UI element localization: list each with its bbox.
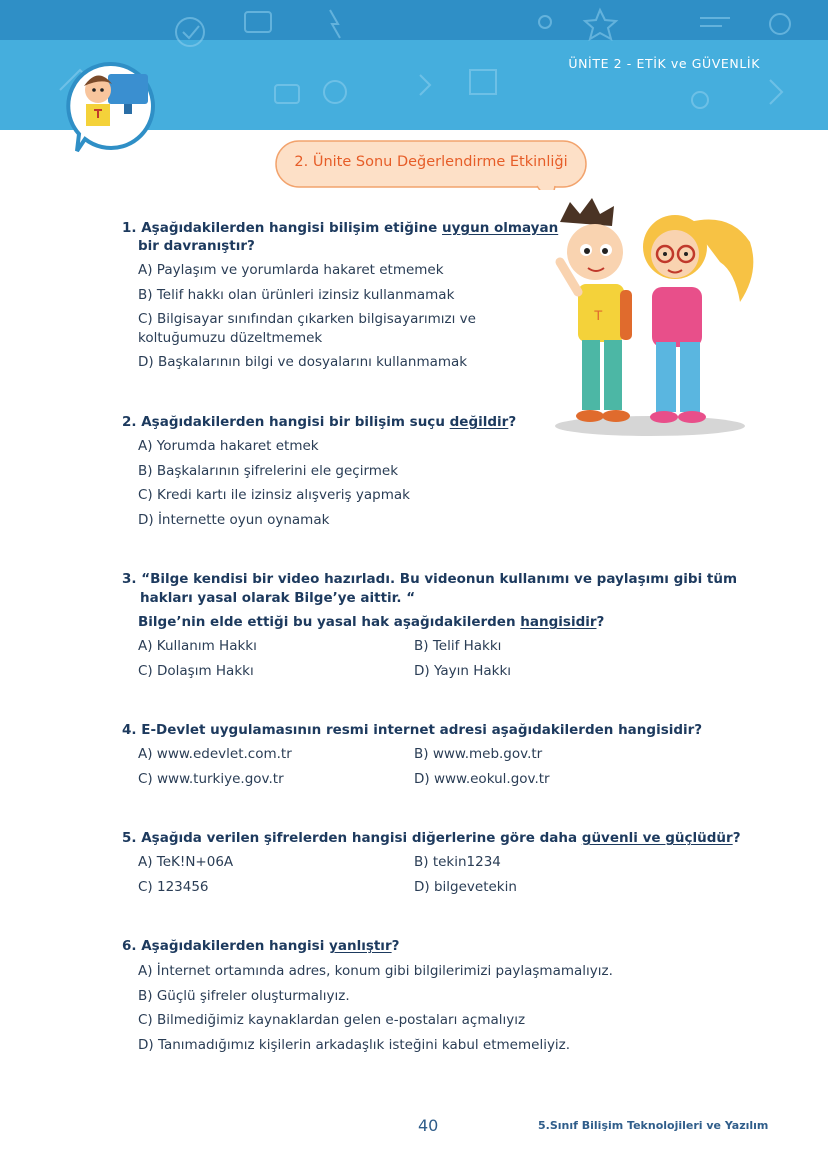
page-number: 40 bbox=[418, 1116, 439, 1135]
q4-option-a: A) www.edevlet.com.tr bbox=[138, 746, 292, 762]
question-6 bbox=[122, 936, 399, 956]
q2-mark: ? bbox=[508, 414, 517, 430]
q6-option-d: D) Tanımadığımız kişilerin arkadaşlık isteğini kabul etmemeliyiz. bbox=[138, 1037, 571, 1053]
q3-option-d: D) Yayın Hakkı bbox=[414, 663, 512, 679]
computer-kid-badge-icon bbox=[64, 60, 158, 154]
q3-option-c: C) Dolaşım Hakkı bbox=[138, 663, 254, 679]
q1-option-a: A) Paylaşım ve yorumlarda hakaret etmemek bbox=[138, 262, 444, 278]
q2-option-b: B) Başkalarının şifrelerini ele geçirmek bbox=[138, 463, 399, 479]
q6-emphasis: yanlıştır bbox=[329, 938, 392, 954]
q5-option-b: B) tekin1234 bbox=[414, 854, 501, 870]
q3-option-b: B) Telif Hakkı bbox=[414, 638, 502, 654]
svg-text:T: T bbox=[594, 307, 603, 323]
q2-option-a: A) Yorumda hakaret etmek bbox=[138, 438, 319, 454]
book-title: 5.Sınıf Bilişim Teknolojileri ve Yazılım bbox=[538, 1119, 769, 1132]
q3-emphasis: hangisidir bbox=[520, 614, 597, 630]
question-5 bbox=[122, 828, 741, 848]
q4-option-c: C) www.turkiye.gov.tr bbox=[138, 771, 284, 787]
q3-option-a: A) Kullanım Hakkı bbox=[138, 638, 257, 654]
q1-option-d: D) Başkalarının bilgi ve dosyalarını kullanmamak bbox=[138, 354, 468, 370]
question-1-line-2: bir davranıştır? bbox=[138, 238, 255, 254]
q5-option-d: D) bilgevetekin bbox=[414, 879, 517, 895]
question-3-line-2: hakları yasal olarak Bilge’ye aittir. “ bbox=[140, 590, 416, 606]
q6-option-c: C) Bilmediğimiz kaynaklardan gelen e-postaları açmalıyız bbox=[138, 1012, 526, 1028]
q1-option-b: B) Telif hakkı olan ürünleri izinsiz kullanmamak bbox=[138, 287, 455, 303]
q5-text: 5. Aşağıda verilen şifrelerden hangisi diğerlerine göre daha bbox=[122, 830, 582, 846]
q1-option-c-cont: koltuğumuzu düzeltmemek bbox=[138, 330, 323, 346]
q2-emphasis: değildir bbox=[449, 414, 509, 430]
q3-mark: ? bbox=[596, 614, 605, 630]
kids-illustration-icon bbox=[540, 192, 760, 442]
q5-option-a: A) TeK!N+06A bbox=[138, 854, 234, 870]
q1-text: 1. Aşağıdakilerden hangisi bilişim etiğine bbox=[122, 220, 443, 236]
q2-text: 2. Aşağıdakilerden hangisi bir bilişim suçu bbox=[122, 414, 450, 430]
question-3-prompt bbox=[138, 612, 604, 632]
q6-option-b: B) Güçlü şifreler oluşturmalıyız. bbox=[138, 988, 350, 1004]
q6-option-a: A) İnternet ortamında adres, konum gibi bilgilerimizi paylaşmamalıyız. bbox=[138, 963, 613, 979]
question-1 bbox=[122, 218, 558, 238]
q3-prompt-text: Bilge’nin elde ettiği bu yasal hak aşağıdakilerden bbox=[138, 614, 521, 630]
question-2 bbox=[122, 412, 516, 432]
unit-label: ÜNİTE 2 - ETİK ve GÜVENLİK bbox=[568, 56, 760, 71]
q4-option-d: D) www.eokul.gov.tr bbox=[414, 771, 550, 787]
q1-emphasis: uygun olmayan bbox=[442, 220, 559, 236]
activity-title: 2. Ünite Sonu Değerlendirme Etkinliği bbox=[294, 154, 568, 170]
q5-emphasis: güvenli ve güçlüdür bbox=[581, 830, 733, 846]
q2-option-d: D) İnternette oyun oynamak bbox=[138, 512, 330, 528]
q6-mark: ? bbox=[391, 938, 400, 954]
q6-text: 6. Aşağıdakilerden hangisi bbox=[122, 938, 330, 954]
q5-mark: ? bbox=[732, 830, 741, 846]
question-3: 3. “Bilge kendisi bir video hazırladı. Bu videonun kullanımı ve paylaşımı gibi tüm bbox=[122, 571, 738, 587]
q5-option-c: C) 123456 bbox=[138, 879, 209, 895]
q4-option-b: B) www.meb.gov.tr bbox=[414, 746, 543, 762]
q1-option-c: C) Bilgisayar sınıfından çıkarken bilgisayarımızı ve bbox=[138, 311, 476, 327]
question-4: 4. E-Devlet uygulamasının resmi internet adresi aşağıdakilerden hangisidir? bbox=[122, 722, 703, 738]
q2-option-c: C) Kredi kartı ile izinsiz alışveriş yapmak bbox=[138, 487, 410, 503]
